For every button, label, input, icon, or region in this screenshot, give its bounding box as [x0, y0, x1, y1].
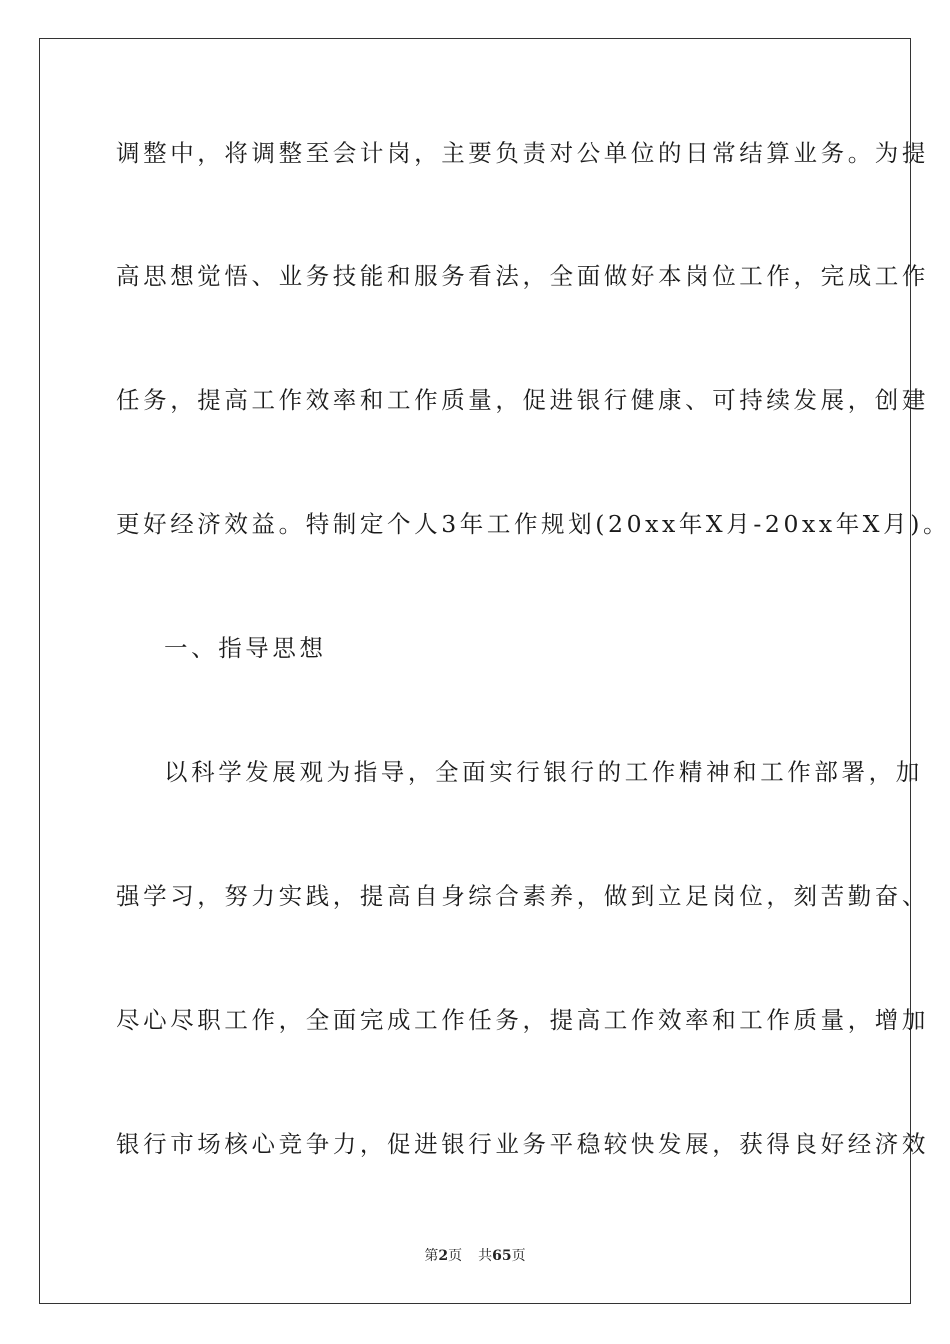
- total-pages: 65: [492, 1248, 512, 1264]
- section-heading-guiding-ideology: 一、指导思想: [164, 634, 327, 662]
- body-text-line-3: 任务，提高工作效率和工作质量，促进银行健康、可持续发展，创建: [116, 386, 929, 414]
- body-text-line-4: 更好经济效益。特制定个人3年工作规划(20xx年X月-20xx年X月)。: [116, 510, 950, 538]
- body-text-line-8: 银行市场核心竞争力，促进银行业务平稳较快发展，获得良好经济效: [116, 1130, 929, 1158]
- page-suffix: 页: [448, 1248, 463, 1264]
- body-text-line-7: 尽心尽职工作，全面完成工作任务，提高工作效率和工作质量，增加: [116, 1006, 929, 1034]
- body-text-line-1: 调整中，将调整至会计岗，主要负责对公单位的日常结算业务。为提: [116, 139, 929, 167]
- page-border: [39, 38, 950, 1304]
- page-footer: [0, 1246, 950, 1266]
- page-prefix: 第: [424, 1248, 439, 1264]
- total-suffix: 页: [511, 1248, 526, 1264]
- body-text-line-5: 以科学发展观为指导，全面实行银行的工作精神和工作部署，加: [164, 758, 923, 786]
- page-number: 2: [438, 1248, 449, 1264]
- body-text-line-6: 强学习，努力实践，提高自身综合素养，做到立足岗位，刻苦勤奋、: [116, 882, 929, 910]
- body-text-line-2: 高思想觉悟、业务技能和服务看法，全面做好本岗位工作，完成工作: [116, 262, 929, 290]
- total-prefix: 共: [478, 1248, 493, 1264]
